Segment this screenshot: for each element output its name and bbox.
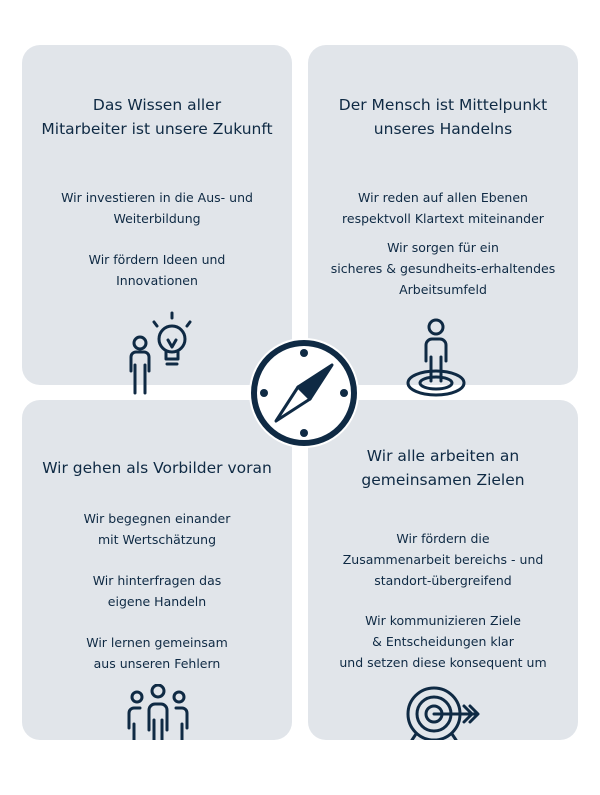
card-item: Wir lernen gemeinsam aus unseren Fehlern bbox=[86, 635, 228, 671]
card-title: Wir alle arbeiten an gemeinsamen Zielen bbox=[361, 447, 525, 489]
card-item: Wir fördern die Zusammenarbeit bereichs - und standort-übergreifend bbox=[342, 531, 544, 588]
card-knowledge bbox=[22, 45, 292, 385]
card-item: Wir sorgen für ein sicheres & gesundheits-erhaltendes Arbeitsumfeld bbox=[330, 240, 556, 297]
group-of-people-icon bbox=[125, 684, 191, 740]
card-title: Das Wissen aller Mitarbeiter ist unsere Zukunft bbox=[41, 96, 273, 138]
card-title: Der Mensch ist Mittelpunkt unseres Handelns bbox=[338, 96, 548, 138]
card-title: Wir gehen als Vorbilder voran bbox=[42, 459, 272, 477]
card-item: Wir fördern Ideen und Innovationen bbox=[88, 252, 226, 288]
card-item: Wir hinterfragen das eigene Handeln bbox=[92, 573, 222, 609]
target-arrow-icon bbox=[404, 684, 484, 740]
card-item: Wir reden auf allen Ebenen respektvoll Klartext miteinander bbox=[342, 190, 544, 226]
card-people bbox=[308, 45, 578, 385]
card-item: Wir kommunizieren Ziele & Entscheidungen klar und setzen diese konsequent um bbox=[339, 613, 547, 670]
card-goals bbox=[308, 400, 578, 740]
card-role-models bbox=[22, 400, 292, 740]
compass-icon bbox=[246, 335, 362, 451]
card-item: Wir investieren in die Aus- und Weiterbildung bbox=[61, 190, 253, 226]
person-lightbulb-icon bbox=[122, 307, 192, 395]
person-on-target-icon bbox=[404, 317, 468, 401]
card-item: Wir begegnen einander mit Wertschätzung bbox=[83, 511, 231, 547]
